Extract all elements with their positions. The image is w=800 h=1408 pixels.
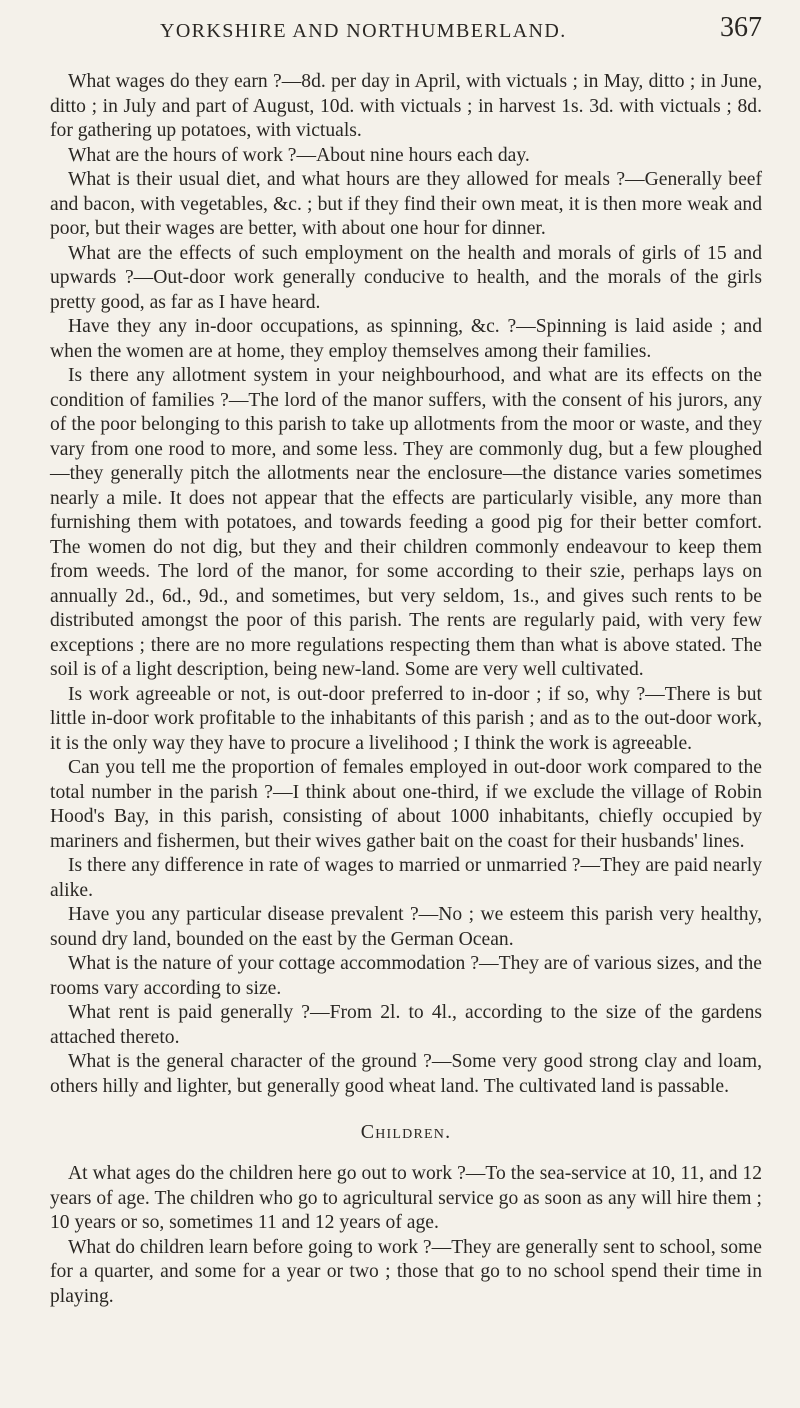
body-text	[50, 70, 762, 1309]
paragraph: What is their usual diet, and what hours are they allowed for meals ?—Generally beef and bacon, with vegetables, &c. ; but if they find their own meat, it is then more weak and poor, but their wages are better, with about one hour for dinner.	[50, 169, 762, 239]
paragraph: Can you tell me the proportion of females employed in out-door work compared to the total number in the parish ?—I think about one-third, if we exclude the village of Robin Hood's Bay, in this parish, consisting of about 1000 inhabitants, chiefly occupied by mariners and fishermen, but their wives gather bait on the coast for their husbands' lines.	[50, 757, 762, 852]
paragraph: What is the nature of your cottage accommodation ?—They are of various sizes, and the rooms vary according to size.	[50, 953, 762, 999]
page-number: 367	[720, 12, 762, 43]
running-head: YORKSHIRE AND NORTHUMBERLAND.	[160, 20, 567, 42]
paragraph: At what ages do the children here go out to work ?—To the sea-service at 10, 11, and 12 years of age. The children who go to agricultural service go as soon as any will hire them ; 10 years or so, sometimes 11 and 12 years of age.	[50, 1163, 762, 1233]
paragraph: What is the general character of the ground ?—Some very good strong clay and loam, others hilly and lighter, but generally good wheat land. The cultivated land is passable.	[50, 1051, 762, 1097]
paragraph: What are the hours of work ?—About nine hours each day.	[68, 144, 530, 166]
page-header	[50, 0, 762, 70]
paragraph: Have you any particular disease prevalent ?—No ; we esteem this parish very healthy, sound dry land, bounded on the east by the German Ocean.	[50, 904, 762, 950]
paragraph: What do children learn before going to work ?—They are generally sent to school, some for a quarter, and some for a year or two ; those that go to no school spend their time in playing.	[50, 1236, 762, 1307]
paragraph: Is there any allotment system in your neighbourhood, and what are its effects on the condition of families ?—The lord of the manor suffers, with the consent of his jurors, any of the poor belonging to this parish to take up allotments from the moor or waste, and they vary from one rood to more, and some less. They are commonly dug, but a few ploughed—they generally pitch the allotments near the enclosure—the distance varies sometimes nearly a mile. It does not appear that the effects are particularly visible, any more than furnishing them with potatoes, and towards feeding a good pig for their better comfort. The women do not dig, but they and their children commonly endeavour to keep them from weeds. The lord of the manor, for some according to their szie, perhaps lays on annually 2d., 6d., 9d., and sometimes, but very seldom, 1s., and gives such rents to be distributed amongst the poor of this parish. The rents are regularly paid, with very few exceptions ; there are no more regulations respecting them than what is above stated. The soil is of a light description, being new-land. Some are very well cultivated.	[50, 365, 762, 680]
paragraph: Have they any in-door occupations, as spinning, &c. ?—Spinning is laid aside ; and when the women are at home, they employ themselves among their families.	[50, 316, 762, 362]
section-heading: Children.	[360, 1121, 452, 1143]
paragraph: What rent is paid generally ?—From 2l. to 4l., according to the size of the gardens attached thereto.	[50, 1002, 762, 1048]
paragraph: What are the effects of such employment on the health and morals of girls of 15 and upwards ?—Out-door work generally conducive to health, and the morals of the girls pretty good, as far as I have heard.	[50, 242, 762, 313]
paragraph: What wages do they earn ?—8d. per day in April, with victuals ; in May, ditto ; in June, ditto ; in July and part of August, 10d. with victuals ; in harvest 1s. 3d. with victuals ; 8d. for gathering up potatoes, with victuals.	[50, 71, 762, 141]
paragraph: Is work agreeable or not, is out-door preferred to in-door ; if so, why ?—There is but little in-door work profitable to the inhabitants of this parish ; and as to the out-door work, it is the only way they have to procure a livelihood ; I think the work is agreeable.	[50, 683, 762, 754]
paragraph: Is there any difference in rate of wages to married or unmarried ?—They are paid nearly alike.	[50, 855, 762, 901]
